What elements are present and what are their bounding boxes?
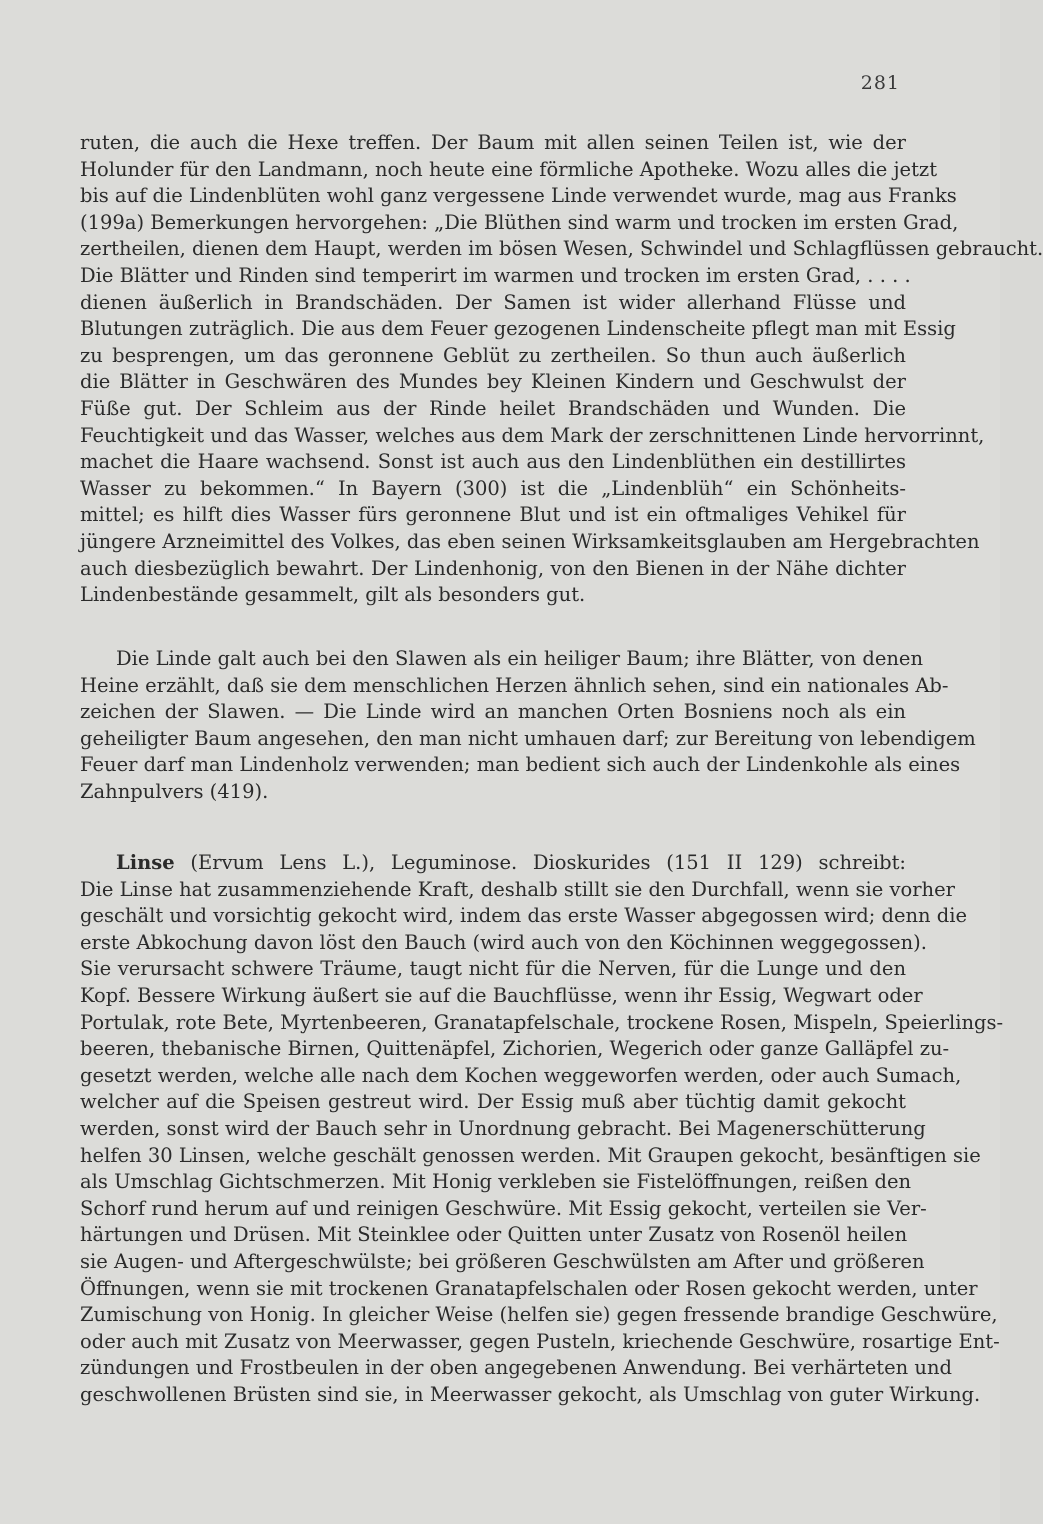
text-line: Die Linde galt auch bei den Slawen als ein heiliger Baum; ihre Blätter, von denen	[116, 647, 924, 670]
text-line: Zahnpulvers (419).	[80, 779, 269, 803]
text-line: zündungen und Frostbeulen in der oben angegebenen Anwendung. Bei verhärteten und	[80, 1356, 952, 1380]
text-line: auch diesbezüglich bewahrt. Der Lindenhonig, von den Bienen in der Nähe dichter	[80, 556, 906, 580]
text-line: Kopf. Bessere Wirkung äußert sie auf die Bauchflüsse, wenn ihr Essig, Wegwart oder	[80, 983, 923, 1007]
text-line: bis auf die Lindenblüten wohl ganz vergessene Linde verwendet wurde, mag aus Franks	[80, 184, 957, 208]
text-line: Feuer darf man Lindenholz verwenden; man bedient sich auch der Lindenkohle als eines	[80, 753, 961, 777]
text-line: gesetzt werden, welche alle nach dem Kochen weggeworfen werden, oder auch Sumach,	[80, 1063, 962, 1087]
page-number: 281	[860, 72, 900, 94]
text-line: jüngere Arzneimittel des Volkes, das eben seinen Wirksamkeitsglauben am Hergebrachten	[80, 529, 980, 553]
text-line: die Blätter in Geschwären des Mundes bey Kleinen Kindern und Geschwulst der	[80, 370, 906, 394]
text-line: ruten, die auch die Hexe treffen. Der Baum mit allen seinen Teilen ist, wie der	[80, 131, 906, 154]
text-line: Wasser zu bekommen.“ In Bayern (300) ist die „Lindenblüh“ ein Schönheits-	[80, 476, 906, 500]
entry-heading: Linse	[116, 851, 175, 874]
text-line: Feuchtigkeit und das Wasser, welches aus dem Mark der zerschnittenen Linde hervorrinnt,	[80, 423, 985, 447]
text-line: beeren, thebanische Birnen, Quittenäpfel, Zichorien, Wegerich oder ganze Galläpfel zu-	[80, 1037, 950, 1061]
text-line: (199a) Bemerkungen hervorgehen: „Die Blüthen sind warm und trocken im ersten Grad,	[80, 210, 959, 234]
text-line: zertheilen, dienen dem Haupt, werden im bösen Wesen, Schwindel und Schlagflüssen gebraucht.	[80, 237, 1043, 261]
text-line: als Umschlag Gichtschmerzen. Mit Honig verkleben sie Fistelöffnungen, reißen den	[80, 1170, 912, 1194]
entry-linse	[80, 850, 1004, 1408]
text-line: zeichen der Slawen. — Die Linde wird an manchen Orten Bosniens noch als ein	[80, 700, 906, 724]
text-line: Schorf rund herum auf und reinigen Geschwüre. Mit Essig gekocht, verteilen sie Ver-	[80, 1196, 927, 1220]
text-line: geheiligter Baum angesehen, den man nicht umhauen darf; zur Bereitung von lebendigem	[80, 726, 976, 750]
text-line: zu besprengen, um das geronnene Geblüt zu zertheilen. So thun auch äußerlich	[80, 343, 906, 367]
text-line: Holunder für den Landmann, noch heute eine förmliche Apotheke. Wozu alles die jetzt	[80, 157, 938, 181]
text-line: erste Abkochung davon löst den Bauch (wird auch von den Köchinnen weggegossen).	[80, 930, 927, 954]
text-line: Füße gut. Der Schleim aus der Rinde heilet Brandschäden und Wunden. Die	[80, 396, 906, 420]
text-line: werden, sonst wird der Bauch sehr in Unordnung gebracht. Bei Magenerschütterung	[80, 1116, 926, 1140]
text-line: Sie verursacht schwere Träume, taugt nicht für die Nerven, für die Lunge und den	[80, 957, 906, 981]
text-line: geschält und vorsichtig gekocht wird, indem das erste Wasser abgegossen wird; denn die	[80, 904, 968, 928]
text-line: Blutungen zuträglich. Die aus dem Feuer gezogenen Lindenscheite pflegt man mit Essig	[80, 317, 956, 341]
text-line: welcher auf die Speisen gestreut wird. Der Essig muß aber tüchtig damit gekocht	[80, 1090, 906, 1114]
text-line: sie Augen- und Aftergeschwülste; bei größeren Geschwülsten am After und größeren	[80, 1249, 925, 1273]
text-line: Portulak, rote Bete, Myrtenbeeren, Granatapfelschale, trockene Rosen, Mispeln, Speierlings-	[80, 1010, 1004, 1034]
entry-heading-rest: (Ervum Lens L.), Leguminose. Dioskurides (151 II 129) schreibt:	[174, 851, 906, 874]
paragraph-linde-slawen	[80, 646, 976, 806]
text-line: Die Blätter und Rinden sind temperirt im warmen und trocken im ersten Grad, . . . .	[80, 263, 911, 287]
text-line: Heine erzählt, daß sie dem menschlichen Herzen ähnlich sehen, sind ein nationales Ab-	[80, 673, 949, 697]
paragraph-linde-continuation	[80, 130, 1043, 609]
text-line: helfen 30 Linsen, welche geschält genossen werden. Mit Graupen gekocht, besänftigen sie	[80, 1143, 981, 1167]
text-line: Zumischung von Honig. In gleicher Weise (helfen sie) gegen fressende brandige Geschwüre,	[80, 1303, 998, 1327]
text-line: Öffnungen, wenn sie mit trockenen Granatapfelschalen oder Rosen gekocht werden, unter	[80, 1276, 978, 1300]
text-line: mittel; es hilft dies Wasser fürs geronnene Blut und ist ein oftmaliges Vehikel für	[80, 503, 906, 527]
text-line: Lindenbestände gesammelt, gilt als besonders gut.	[80, 583, 586, 607]
text-line: Die Linse hat zusammenziehende Kraft, deshalb stillt sie den Durchfall, wenn sie vorher	[80, 877, 955, 901]
text-line: geschwollenen Brüsten sind sie, in Meerwasser gekocht, als Umschlag von guter Wirkung.	[80, 1382, 981, 1406]
entry-heading-line	[80, 850, 906, 877]
text-line: härtungen und Drüsen. Mit Steinklee oder Quitten unter Zusatz von Rosenöl heilen	[80, 1223, 908, 1247]
text-line: dienen äußerlich in Brandschäden. Der Samen ist wider allerhand Flüsse und	[80, 290, 906, 314]
text-line: machet die Haare wachsend. Sonst ist auch aus den Lindenblüthen ein destillirtes	[80, 450, 906, 474]
text-line: oder auch mit Zusatz von Meerwasser, gegen Pusteln, kriechende Geschwüre, rosartige Ent-	[80, 1329, 1000, 1353]
